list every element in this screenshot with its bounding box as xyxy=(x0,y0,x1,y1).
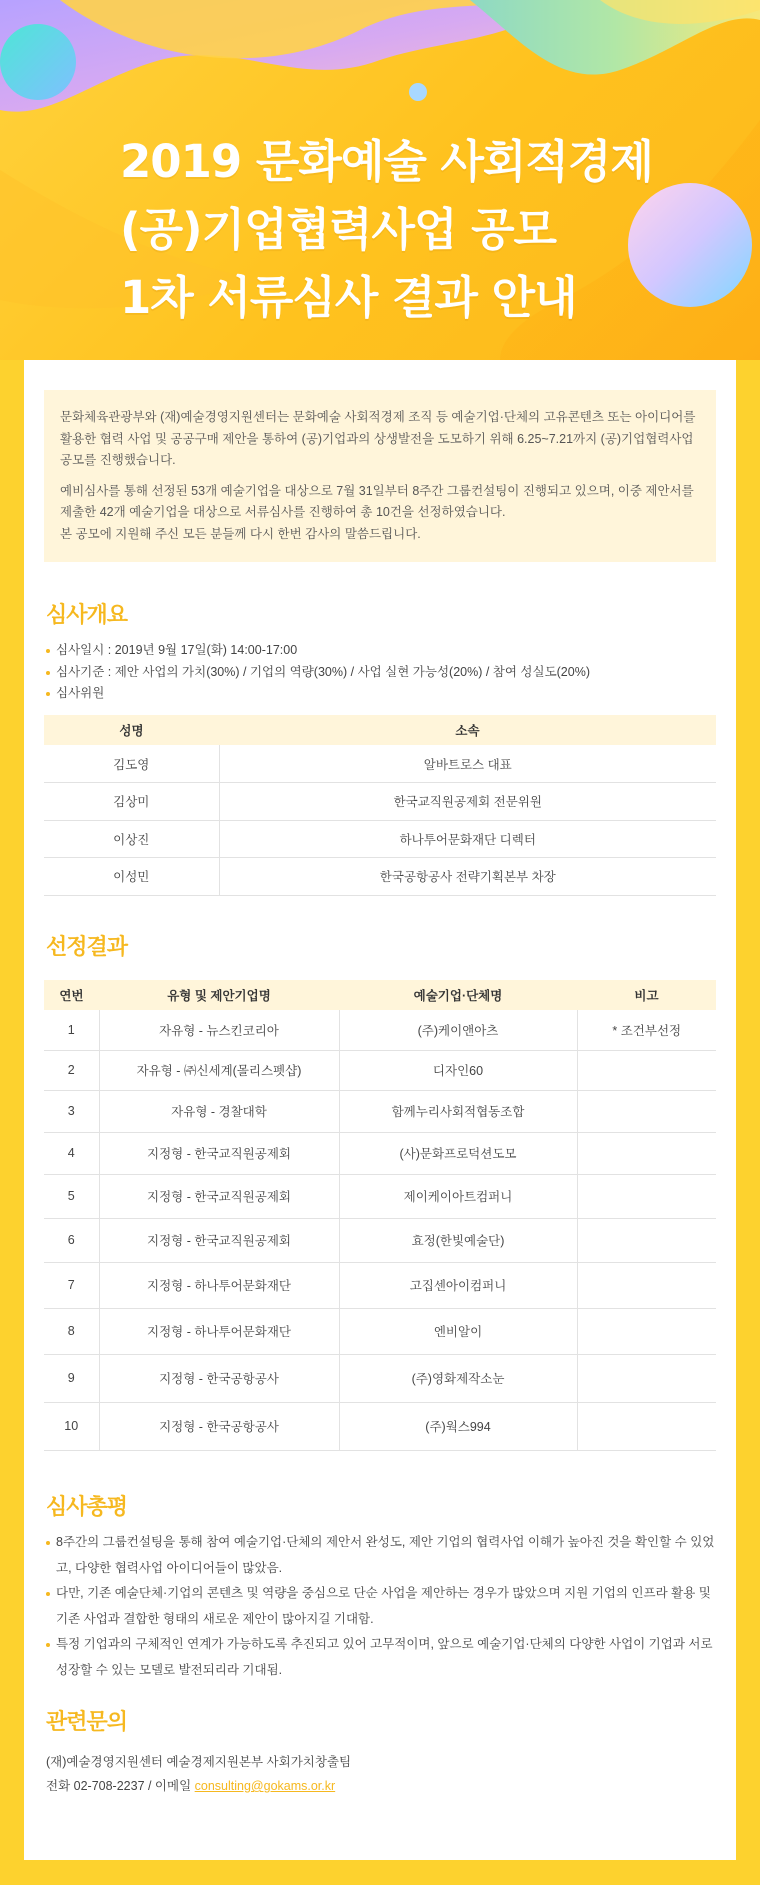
table-row xyxy=(44,745,716,783)
table-row xyxy=(44,1354,716,1402)
row-art-org: (사)문화프로덕션도모 xyxy=(339,1132,577,1174)
section-title-overview: 심사개요 xyxy=(46,602,128,628)
row-art-org: (주)웍스994 xyxy=(339,1402,577,1450)
table-row xyxy=(44,1050,716,1090)
row-no: 10 xyxy=(44,1402,99,1450)
table-row xyxy=(44,1090,716,1132)
table-row xyxy=(44,858,716,896)
row-art-org: 엔비알이 xyxy=(339,1308,577,1354)
row-company: 지정형 - 한국교직원공제회 xyxy=(99,1218,339,1262)
section-title-contact: 관련문의 xyxy=(46,1709,128,1735)
judge-name: 이성민 xyxy=(44,858,219,896)
contact-org: (재)예술경영지원센터 예술경제지원본부 사회가치창출팀 xyxy=(46,1755,352,1769)
table-row xyxy=(44,783,716,821)
row-art-org: 제이케이아트컴퍼니 xyxy=(339,1174,577,1218)
intro-paragraph-3-text: 본 공모에 지원해 주신 모든 분들께 다시 한번 감사의 말씀드립니다. xyxy=(60,526,421,541)
review-list xyxy=(46,1530,716,1683)
row-art-org: (주)케이앤아츠 xyxy=(339,1010,577,1050)
row-company: 지정형 - 한국공항공사 xyxy=(99,1402,339,1450)
row-art-org: 고집센아이컴퍼니 xyxy=(339,1262,577,1308)
contact-phone: 전화 02-708-2237 / 이메일 xyxy=(46,1779,195,1793)
row-note xyxy=(577,1354,716,1402)
row-company: 자유형 - 경찰대학 xyxy=(99,1090,339,1132)
col-header-affiliation: 소속 xyxy=(219,715,716,745)
email-link[interactable]: consulting@gokams.or.kr xyxy=(194,1779,336,1793)
review-item: 다만, 기존 예술단체·기업의 콘텐츠 및 역량을 중심으로 단순 사업을 제안하는 경우가 많았으며 지원 기업의 인프라 활용 및 기존 사업과 결합한 형태의 새로운 제안이 많아지길 기대함. xyxy=(46,1581,716,1632)
row-company: 지정형 - 하나투어문화재단 xyxy=(99,1308,339,1354)
section-title-selection: 선정결과 xyxy=(46,934,128,960)
row-company: 지정형 - 한국교직원공제회 xyxy=(99,1132,339,1174)
col-header-art-org: 예술기업·단체명 xyxy=(339,980,577,1010)
row-note xyxy=(577,1308,716,1354)
row-company: 지정형 - 한국교직원공제회 xyxy=(99,1174,339,1218)
title-line-2: (공)기업협력사업 공모 xyxy=(120,203,557,256)
row-art-org: 디자인60 xyxy=(339,1050,577,1090)
judges-header-row xyxy=(44,715,716,745)
judge-affiliation: 한국교직원공제회 전문위원 xyxy=(219,783,716,821)
table-row xyxy=(44,820,716,858)
table-row xyxy=(44,1174,716,1218)
col-header-name: 성명 xyxy=(44,715,219,745)
overview-item: 심사위원 xyxy=(46,683,716,705)
row-note xyxy=(577,1218,716,1262)
row-company: 지정형 - 한국공항공사 xyxy=(99,1354,339,1402)
table-row xyxy=(44,1132,716,1174)
contact-line xyxy=(46,1774,351,1798)
row-no: 6 xyxy=(44,1218,99,1262)
judge-name: 김상미 xyxy=(44,783,219,821)
row-no: 4 xyxy=(44,1132,99,1174)
intro-box xyxy=(44,390,716,562)
row-company: 자유형 - 뉴스킨코리아 xyxy=(99,1010,339,1050)
hero-banner xyxy=(0,0,760,360)
contact-info xyxy=(46,1750,351,1798)
row-no: 1 xyxy=(44,1010,99,1050)
judges-table xyxy=(44,715,716,896)
row-no: 2 xyxy=(44,1050,99,1090)
overview-list xyxy=(46,640,716,705)
table-row xyxy=(44,1218,716,1262)
row-no: 5 xyxy=(44,1174,99,1218)
row-note xyxy=(577,1402,716,1450)
row-no: 3 xyxy=(44,1090,99,1132)
title-line-3: 1차 서류심사 결과 안내 xyxy=(120,271,577,324)
table-row xyxy=(44,1308,716,1354)
review-item: 특정 기업과의 구체적인 연계가 가능하도록 추진되고 있어 고무적이며, 앞으로 예술기업·단체의 다양한 사업이 기업과 서로 성장할 수 있는 모델로 발전되리라 기대됨. xyxy=(46,1632,716,1683)
table-row xyxy=(44,1010,716,1050)
row-company: 지정형 - 하나투어문화재단 xyxy=(99,1262,339,1308)
row-note xyxy=(577,1090,716,1132)
table-row xyxy=(44,1402,716,1450)
intro-paragraph-2-text: 예비심사를 통해 선정된 53개 예술기업을 대상으로 7월 31일부터 8주간 그룹컨설팅이 진행되고 있으며, 이중 제안서를 제출한 42개 예술기업을 대상으로 서류심사를 진행하여 총 10건을 선정하였습니다. xyxy=(60,483,694,519)
row-note xyxy=(577,1262,716,1308)
row-no: 8 xyxy=(44,1308,99,1354)
content-card xyxy=(24,360,736,1860)
row-note xyxy=(577,1132,716,1174)
judge-affiliation: 하나투어문화재단 디렉터 xyxy=(219,820,716,858)
judge-affiliation: 알바트로스 대표 xyxy=(219,745,716,783)
col-header-company: 유형 및 제안기업명 xyxy=(99,980,339,1010)
judge-name: 이상진 xyxy=(44,820,219,858)
overview-item: 심사기준 : 제안 사업의 가치(30%) / 기업의 역량(30%) / 사업 실현 가능성(20%) / 참여 성실도(20%) xyxy=(46,662,716,684)
review-item: 8주간의 그룹컨설팅을 통해 참여 예술기업·단체의 제안서 완성도, 제안 기업의 협력사업 이해가 높아진 것을 확인할 수 있었고, 다양한 협력사업 아이디어들이 많았음. xyxy=(46,1530,716,1581)
row-no: 9 xyxy=(44,1354,99,1402)
row-note: * 조건부선정 xyxy=(577,1010,716,1050)
row-art-org: 함께누리사회적협동조합 xyxy=(339,1090,577,1132)
row-note xyxy=(577,1174,716,1218)
col-header-note: 비고 xyxy=(577,980,716,1010)
row-art-org: 효정(한빛예술단) xyxy=(339,1218,577,1262)
selection-header-row xyxy=(44,980,716,1010)
intro-paragraph-2 xyxy=(60,481,700,546)
judge-name: 김도영 xyxy=(44,745,219,783)
row-note xyxy=(577,1050,716,1090)
page-title xyxy=(120,128,680,332)
col-header-no: 연번 xyxy=(44,980,99,1010)
selection-table xyxy=(44,980,716,1451)
intro-paragraph-1: 문화체육관광부와 (재)예술경영지원센터는 문화예술 사회적경제 조직 등 예술기업·단체의 고유콘텐츠 또는 아이디어를 활용한 협력 사업 및 공공구매 제안을 통하여 (공)기업과의 상생발전을 도모하기 위해 6.25~7.21까지 (공)기업협력사업 공모를 진행했습니다. xyxy=(60,410,696,467)
section-title-review: 심사총평 xyxy=(46,1494,128,1520)
title-line-1: 2019 문화예술 사회적경제 xyxy=(120,135,653,188)
row-art-org: (주)영화제작소눈 xyxy=(339,1354,577,1402)
overview-item: 심사일시 : 2019년 9월 17일(화) 14:00-17:00 xyxy=(46,640,716,662)
row-no: 7 xyxy=(44,1262,99,1308)
judge-affiliation: 한국공항공사 전략기획본부 차장 xyxy=(219,858,716,896)
row-company: 자유형 - ㈜신세계(몰리스펫샵) xyxy=(99,1050,339,1090)
table-row xyxy=(44,1262,716,1308)
